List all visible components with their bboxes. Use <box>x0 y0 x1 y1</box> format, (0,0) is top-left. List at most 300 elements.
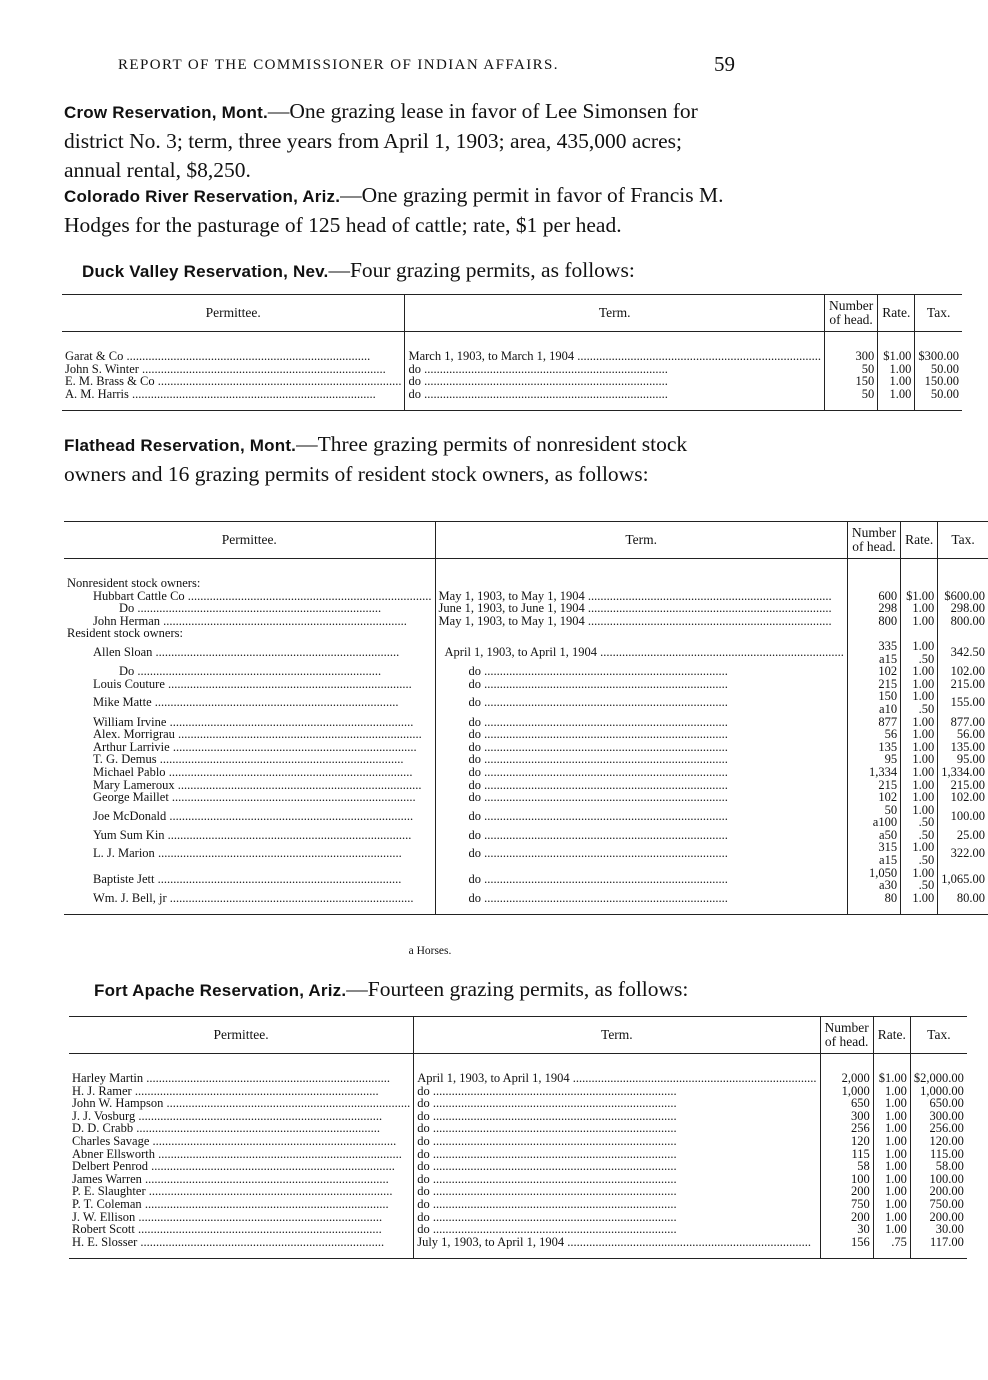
term-cell-text: do ..... <box>417 1109 676 1123</box>
permittee-cell-text: James Warren ..... <box>72 1172 389 1186</box>
empty-cell <box>435 627 847 640</box>
tax-cell-text: 150.00 <box>924 374 959 389</box>
term-cell-text: do ..... <box>408 362 667 376</box>
rate-cell-text: 1.00 <box>885 1121 907 1136</box>
spacer-row <box>69 1054 967 1073</box>
rate-cell <box>901 615 938 628</box>
permittee-cell <box>64 728 435 741</box>
term-cell-text: do ..... <box>439 696 728 709</box>
flathead-paragraph <box>64 430 750 489</box>
duck-valley-heading: Duck Valley Reservation, Nev. <box>82 262 329 281</box>
head-cell-text: 150 <box>855 374 875 389</box>
head-cell-text: 300 <box>851 1108 870 1123</box>
column-header: Tax. <box>910 1017 967 1054</box>
spacer-cell <box>62 332 405 351</box>
duck-valley-text: —Four grazing permits, as follows: <box>328 258 635 282</box>
tax-cell <box>938 678 988 691</box>
table-row <box>64 615 988 628</box>
permittee-cell-text: A. M. Harris ..... <box>65 387 376 401</box>
permittee-cell-text: Robert Scott ..... <box>72 1222 382 1236</box>
term-cell <box>435 804 847 829</box>
permittee-cell <box>64 841 435 866</box>
spacer-cell <box>910 1054 967 1073</box>
permittee-cell-text: Michael Pablo ..... <box>67 766 412 779</box>
permittee-cell-text: Yum Sum Kin ..... <box>67 829 411 842</box>
term-cell-text: May 1, 1903, to May 1, 1904 ..... <box>439 589 832 603</box>
term-cell-text: do ..... <box>439 791 728 804</box>
head-cell-text: 200 <box>851 1184 870 1199</box>
term-cell-text: do ..... <box>439 847 728 860</box>
rate-cell-text: 1.00 <box>889 386 912 401</box>
rate-cell-text: 1.00 <box>885 1146 907 1161</box>
permittee-cell-text: Joe McDonald ..... <box>67 810 413 823</box>
column-header: Permittee. <box>69 1017 414 1054</box>
table-row <box>64 766 988 779</box>
term-cell-text: May 1, 1903, to May 1, 1904 ..... <box>439 614 832 628</box>
rate-cell-text: 1.00 <box>885 1159 907 1174</box>
head-cell-text: 120 <box>851 1133 870 1148</box>
term-cell-text: do ..... <box>417 1184 676 1198</box>
fort-apache-paragraph <box>94 975 764 1005</box>
spacer-cell <box>405 400 824 411</box>
permittee-cell-text: William Irvine ..... <box>67 716 413 729</box>
term-cell-text: do ..... <box>417 1121 676 1135</box>
rate-cell-text: 1.00 <box>912 802 935 817</box>
tax-cell-text: 155.00 <box>950 695 985 710</box>
spacer-cell <box>405 332 824 351</box>
spacer-cell <box>847 904 900 915</box>
spacer-cell <box>847 559 900 578</box>
flathead-heading: Flathead Reservation, Mont. <box>64 436 297 455</box>
term-cell-text: March 1, 1903, to March 1, 1904 ..... <box>408 349 820 363</box>
term-cell <box>435 640 847 665</box>
term-cell-text: do ..... <box>439 766 728 779</box>
rate-cell-text: 1.00 <box>885 1171 907 1186</box>
tax-cell-text: 750.00 <box>929 1196 964 1211</box>
rate-cell-text: 1.00 <box>912 777 935 792</box>
spacer-cell <box>64 904 435 915</box>
permittee-cell-text: P. T. Coleman ..... <box>72 1197 389 1211</box>
term-cell-text: do ..... <box>417 1147 676 1161</box>
term-cell-text: do ..... <box>417 1096 676 1110</box>
permittee-cell-text: Alex. Morrigrau ..... <box>67 728 422 741</box>
permittee-cell-text: E. M. Brass & Co ..... <box>65 374 401 388</box>
tax-cell-text: 877.00 <box>950 714 985 729</box>
rate-cell-text: 1.00 <box>912 664 935 679</box>
term-cell-text: do ..... <box>439 678 728 691</box>
term-cell-text: July 1, 1903, to April 1, 1904 ..... <box>417 1235 811 1249</box>
permittee-cell-text: Harley Martin ..... <box>72 1071 390 1085</box>
table-row <box>64 841 988 866</box>
head-cell <box>847 867 900 892</box>
head-cell-text: 2,000 <box>841 1071 870 1085</box>
column-header: Rate. <box>873 1017 910 1054</box>
spacer-cell <box>69 1054 414 1073</box>
head-cell-text: a50 <box>879 827 898 842</box>
head-cell-text: 215 <box>878 777 898 792</box>
tax-cell-text: 100.00 <box>950 808 985 823</box>
rate-cell-text: 1.00 <box>885 1108 907 1123</box>
table-row <box>64 640 988 665</box>
head-cell-text: 58 <box>857 1159 870 1174</box>
rate-cell-text: $1.00 <box>878 1071 907 1085</box>
spacer-cell <box>873 1248 910 1259</box>
term-cell-text: do ..... <box>439 892 728 905</box>
spacer-cell <box>62 400 405 411</box>
colorado-text: —One grazing permit in favor of Francis M. Hodges for the pasturage of 125 head of cattle; rate, $1 per head. <box>64 183 724 237</box>
column-header: Rate. <box>878 295 915 332</box>
table-header-row <box>64 522 988 559</box>
crow-text: —One grazing lease in favor of Lee Simonsen for district No. 3; term, three years from April 1, 1903; area, 435,000 acres; annual rental, $8,250. <box>64 99 698 182</box>
permittee-cell <box>64 892 435 905</box>
group-label-text: Resident stock owners: <box>67 626 183 641</box>
head-cell-text: a15 <box>879 651 898 666</box>
fort-apache-table <box>69 1016 967 1259</box>
term-cell <box>435 615 847 628</box>
spacer-cell <box>938 904 988 915</box>
rate-cell-text: 1.00 <box>912 601 935 616</box>
spacer-cell <box>878 400 915 411</box>
tax-cell-text: 1,065.00 <box>941 871 985 886</box>
column-header: Number of head. <box>847 522 900 559</box>
spacer-cell <box>910 1248 967 1259</box>
tax-cell-text: 95.00 <box>956 752 985 767</box>
tax-cell-text: 115.00 <box>929 1146 964 1161</box>
rate-cell-text: 1.00 <box>912 890 935 905</box>
permittee-cell <box>64 829 435 842</box>
head-cell-text: 102 <box>878 664 898 679</box>
table-row <box>64 804 988 829</box>
tax-cell-text: 117.00 <box>929 1234 964 1249</box>
permittee-cell-text: T. G. Demus ..... <box>67 753 404 766</box>
fort-apache-heading: Fort Apache Reservation, Ariz. <box>94 981 347 1000</box>
rate-cell-text: 1.00 <box>912 739 935 754</box>
head-cell <box>847 841 900 866</box>
term-cell-text: do ..... <box>408 387 667 401</box>
permittee-cell-text: Hubbart Cattle Co ..... <box>67 590 432 603</box>
term-cell-text: do ..... <box>417 1172 676 1186</box>
permittee-cell-text: John W. Hampson ..... <box>72 1096 410 1110</box>
spacer-cell <box>938 559 988 578</box>
permittee-cell <box>64 804 435 829</box>
term-cell-text: do ..... <box>417 1084 676 1098</box>
head-cell-text: 1,050 <box>868 865 898 880</box>
head-cell-text: 30 <box>857 1222 870 1237</box>
column-header: Permittee. <box>64 522 435 559</box>
permittee-cell-text: Arthur Larrivie ..... <box>67 741 417 754</box>
rate-cell-text: .75 <box>891 1234 907 1249</box>
head-cell-text: 50 <box>861 361 875 376</box>
spacer-row <box>62 400 962 411</box>
rate-cell-text: 1.00 <box>912 714 935 729</box>
term-cell-text: do ..... <box>417 1159 676 1173</box>
table-row <box>64 829 988 842</box>
permittee-cell-text: Charles Savage ..... <box>72 1134 396 1148</box>
spacer-cell <box>820 1248 873 1259</box>
head-cell-text: 95 <box>884 752 898 767</box>
term-cell-text: do ..... <box>417 1222 676 1236</box>
head-cell-text: 750 <box>851 1196 870 1211</box>
permittee-cell-text: P. E. Slaughter ..... <box>72 1184 392 1198</box>
spacer-row <box>64 559 988 578</box>
spacer-cell <box>824 332 877 351</box>
rate-cell-text: 1.00 <box>885 1083 907 1098</box>
permittee-cell-text: Louis Couture ..... <box>67 678 412 691</box>
crow-paragraph <box>64 97 744 185</box>
head-cell-text: 50 <box>884 802 898 817</box>
permittee-cell-text: H. J. Ramer ..... <box>72 1084 379 1098</box>
head-cell-text: 650 <box>851 1096 870 1111</box>
spacer-cell <box>69 1248 414 1259</box>
rate-cell-text: .50 <box>918 878 935 893</box>
table-row <box>64 892 988 905</box>
table-row <box>64 665 988 678</box>
permittee-cell-text: George Maillet ..... <box>67 791 416 804</box>
spacer-cell <box>878 332 915 351</box>
term-cell <box>435 766 847 779</box>
rate-cell-text: 1.00 <box>889 374 912 389</box>
permittee-cell <box>64 690 435 715</box>
tax-cell-text: 50.00 <box>930 386 959 401</box>
term-cell-text: do ..... <box>439 829 728 842</box>
term-cell <box>435 867 847 892</box>
rate-cell <box>901 804 938 829</box>
term-cell-text: do ..... <box>417 1134 676 1148</box>
rate-cell <box>901 841 938 866</box>
spacer-cell <box>435 559 847 578</box>
permittee-cell-text: J. J. Vosburg ..... <box>72 1109 382 1123</box>
group-label <box>64 627 435 640</box>
head-cell-text: 335 <box>878 638 898 653</box>
term-cell <box>435 678 847 691</box>
rate-cell-text: 1.00 <box>885 1184 907 1199</box>
tax-cell <box>938 690 988 715</box>
tax-cell-text: 135.00 <box>950 739 985 754</box>
column-header: Rate. <box>901 522 938 559</box>
footnote-horses: a Horses. <box>408 945 452 957</box>
rate-cell <box>873 1236 910 1249</box>
tax-cell-text: 1,334.00 <box>941 764 985 779</box>
spacer-cell <box>915 400 962 411</box>
spacer-cell <box>824 400 877 411</box>
tax-cell <box>938 804 988 829</box>
tax-cell-text: 56.00 <box>956 727 985 742</box>
head-cell-text: 1,334 <box>868 764 898 779</box>
tax-cell-text: 102.00 <box>950 790 985 805</box>
head-cell-text: 56 <box>884 727 898 742</box>
head-cell <box>847 804 900 829</box>
column-header: Number of head. <box>824 295 877 332</box>
term-cell-text: June 1, 1903, to June 1, 1904 ..... <box>439 601 832 615</box>
spacer-cell <box>414 1248 820 1259</box>
page-number: 59 <box>714 52 735 76</box>
spacer-cell <box>414 1054 820 1073</box>
rate-cell-text: 1.00 <box>885 1196 907 1211</box>
rate-cell-text: 1.00 <box>912 613 935 628</box>
term-cell <box>405 388 824 401</box>
group-row <box>64 627 988 640</box>
spacer-row <box>69 1248 967 1259</box>
spacer-cell <box>901 559 938 578</box>
head-cell-text: a30 <box>879 878 898 893</box>
permittee-cell-text: Mary Lameroux ..... <box>67 779 421 792</box>
head-cell-text: a15 <box>879 853 898 868</box>
head-cell-text: 315 <box>878 840 898 855</box>
table-row <box>69 1236 967 1249</box>
head-cell-text: 298 <box>878 601 898 616</box>
tax-cell <box>938 640 988 665</box>
table-row <box>62 388 962 401</box>
spacer-cell <box>901 904 938 915</box>
permittee-cell-text: Abner Ellsworth ..... <box>72 1147 402 1161</box>
term-cell-text: do ..... <box>417 1210 676 1224</box>
column-header: Term. <box>405 295 824 332</box>
head-cell-text: a10 <box>879 701 898 716</box>
term-cell <box>414 1236 820 1249</box>
tax-cell-text: 102.00 <box>950 664 985 679</box>
rate-cell-text: $1.00 <box>906 588 935 603</box>
term-cell-text: do ..... <box>439 665 728 678</box>
term-cell-text: do ..... <box>439 779 728 792</box>
group-label <box>64 577 435 590</box>
permittee-cell-text: Garat & Co ..... <box>65 349 370 363</box>
head-cell-text: 150 <box>878 689 898 704</box>
group-label-text: Nonresident stock owners: <box>67 576 201 590</box>
rate-cell-text: 1.00 <box>912 676 935 691</box>
head-cell-text: 877 <box>878 714 898 729</box>
rate-cell-text: 1.00 <box>912 840 935 855</box>
tax-cell-text: 25.00 <box>956 827 985 842</box>
column-header: Tax. <box>915 295 962 332</box>
term-cell <box>435 829 847 842</box>
rate-cell <box>901 690 938 715</box>
head-cell-text: 102 <box>878 790 898 805</box>
tax-cell-text: 800.00 <box>950 613 985 628</box>
term-cell <box>435 665 847 678</box>
tax-cell <box>938 867 988 892</box>
permittee-cell <box>64 678 435 691</box>
tax-cell-text: 200.00 <box>929 1184 964 1199</box>
running-head: REPORT OF THE COMMISSIONER OF INDIAN AFFAIRS. <box>118 57 559 73</box>
permittee-cell <box>69 1236 414 1249</box>
colorado-heading: Colorado River Reservation, Ariz. <box>64 187 341 206</box>
head-cell-text: 135 <box>878 739 898 754</box>
permittee-cell-text: John Herman ..... <box>67 615 407 628</box>
tax-cell <box>938 841 988 866</box>
tax-cell-text: 30.00 <box>935 1222 964 1237</box>
rate-cell-text: 1.00 <box>912 689 935 704</box>
tax-cell-text: 215.00 <box>950 676 985 691</box>
tax-cell-text: 80.00 <box>956 890 985 905</box>
rate-cell-text: 1.00 <box>912 752 935 767</box>
rate-cell-text: 1.00 <box>885 1133 907 1148</box>
spacer-cell <box>915 332 962 351</box>
rate-cell-text: .50 <box>918 701 935 716</box>
permittee-cell <box>62 388 405 401</box>
term-cell <box>435 892 847 905</box>
permittee-cell-text: Allen Sloan ..... <box>67 646 399 659</box>
permittee-cell-text: Do ..... <box>67 602 381 615</box>
tax-cell-text: 300.00 <box>929 1108 964 1123</box>
head-cell-text: 156 <box>851 1234 870 1249</box>
rate-cell-text: $1.00 <box>883 349 912 363</box>
tax-cell <box>938 791 988 804</box>
table-row <box>64 791 988 804</box>
permittee-cell <box>64 602 435 615</box>
tax-cell-text: 100.00 <box>929 1171 964 1186</box>
term-cell-text: do ..... <box>439 753 728 766</box>
fort-apache-text: —Fourteen grazing permits, as follows: <box>346 977 689 1001</box>
rate-cell-text: 1.00 <box>912 764 935 779</box>
permittee-cell-text: H. E. Slosser ..... <box>72 1235 384 1249</box>
term-cell-text: do ..... <box>439 873 728 886</box>
permittee-cell-text: D. D. Crabb ..... <box>72 1121 380 1135</box>
rate-cell-text: 1.00 <box>912 865 935 880</box>
tax-cell-text: 298.00 <box>950 601 985 616</box>
tax-cell-text: 215.00 <box>950 777 985 792</box>
head-cell <box>824 388 877 401</box>
head-cell-text: 115 <box>851 1146 870 1161</box>
term-cell-text: do ..... <box>439 741 728 754</box>
table-row <box>64 690 988 715</box>
tax-cell-text: 120.00 <box>929 1133 964 1148</box>
tax-cell-text: 50.00 <box>930 361 959 376</box>
flathead-text: —Three grazing permits of nonresident stock owners and 16 grazing permits of resident stock owners, as follows: <box>64 432 688 486</box>
head-cell <box>847 892 900 905</box>
term-cell <box>435 841 847 866</box>
permittee-cell-text: Do ..... <box>67 665 381 678</box>
tax-cell-text: 650.00 <box>929 1096 964 1111</box>
term-cell-text: April 1, 1903, to April 1, 1904 ..... <box>439 646 844 659</box>
duck-valley-paragraph <box>82 256 752 286</box>
tax-cell <box>938 615 988 628</box>
rate-cell-text: 1.00 <box>885 1096 907 1111</box>
tax-cell <box>915 388 962 401</box>
term-cell-text: do ..... <box>417 1197 676 1211</box>
column-header: Tax. <box>938 522 988 559</box>
table-header-row <box>62 295 962 332</box>
tax-cell-text: 256.00 <box>929 1121 964 1136</box>
permittee-cell-text: Wm. J. Bell, jr ..... <box>67 892 413 905</box>
term-cell-text: do ..... <box>439 810 728 823</box>
rate-cell <box>901 892 938 905</box>
head-cell-text: 200 <box>851 1209 870 1224</box>
permittee-cell-text: J. W. Ellison ..... <box>72 1210 382 1224</box>
tax-cell-text: 342.50 <box>950 644 985 659</box>
head-cell <box>820 1236 873 1249</box>
rate-cell <box>878 388 915 401</box>
permittee-cell-text: Baptiste Jett ..... <box>67 873 401 886</box>
permittee-cell <box>64 640 435 665</box>
spacer-cell <box>64 559 435 578</box>
rate-cell-text: 1.00 <box>885 1222 907 1237</box>
head-cell <box>847 640 900 665</box>
head-cell-text: a100 <box>872 815 898 830</box>
head-cell-text: 80 <box>884 890 898 905</box>
rate-cell-text: 1.00 <box>912 727 935 742</box>
head-cell-text: 50 <box>861 386 875 401</box>
term-cell-text: April 1, 1903, to April 1, 1904 ..... <box>417 1071 816 1085</box>
permittee-cell-text: L. J. Marion ..... <box>67 847 402 860</box>
column-header: Permittee. <box>62 295 405 332</box>
head-cell-text: 800 <box>878 613 898 628</box>
permittee-cell <box>64 766 435 779</box>
permittee-cell <box>64 791 435 804</box>
head-cell-text: 256 <box>851 1121 870 1136</box>
rate-cell-text: .50 <box>918 815 935 830</box>
rate-cell-text: .50 <box>918 853 935 868</box>
spacer-row <box>62 332 962 351</box>
